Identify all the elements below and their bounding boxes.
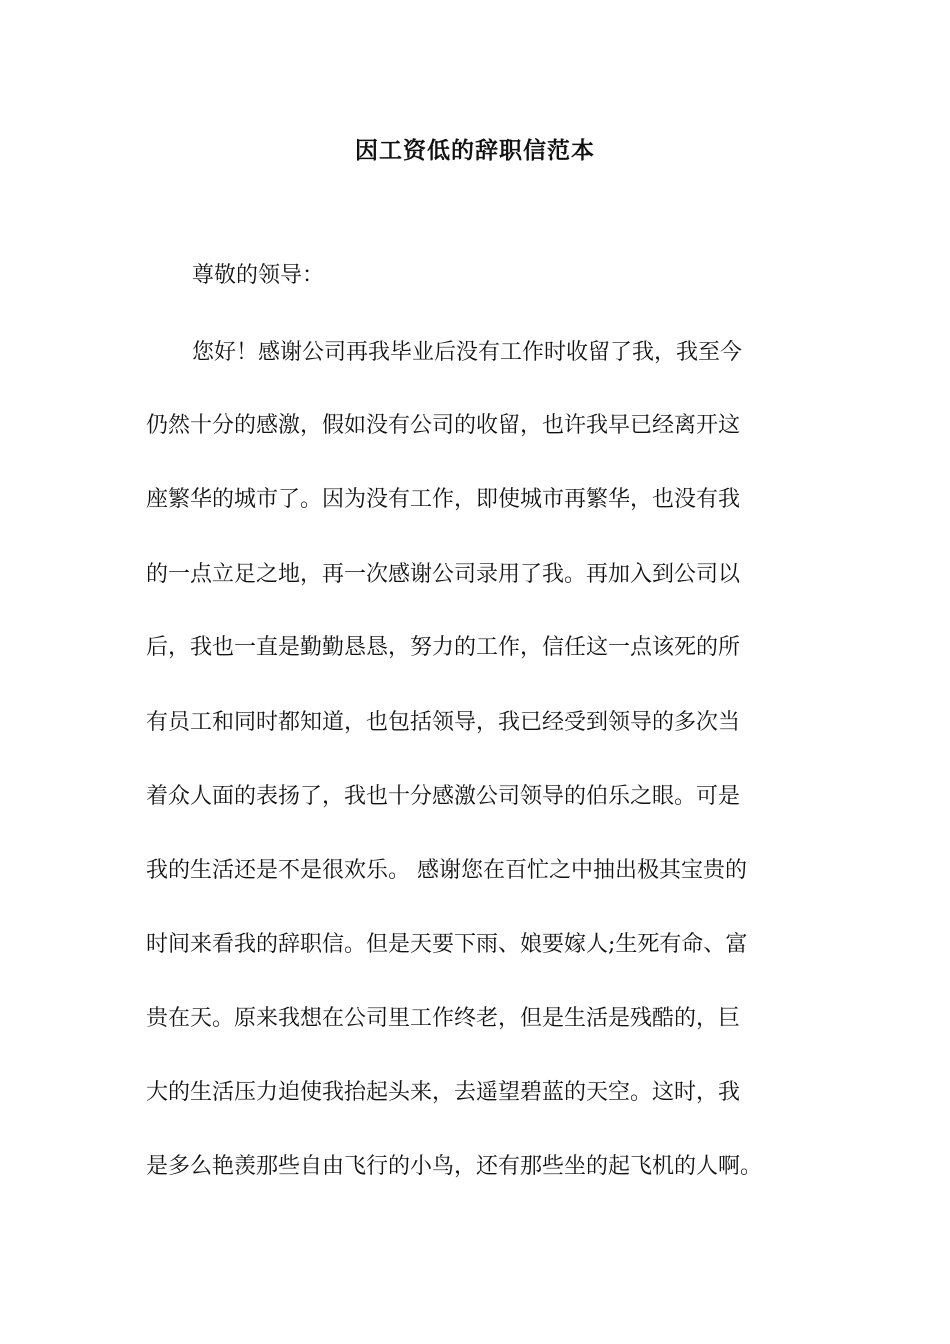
body-line: 座繁华的城市了。因为没有工作，即使城市再繁华，也没有我 [146, 487, 741, 512]
body-line: 是多么艳羡那些自由飞行的小鸟，还有那些坐的起飞机的人啊。 [146, 1154, 763, 1179]
body-line: 的一点立足之地，再一次感谢公司录用了我。再加入到公司以 [146, 562, 741, 587]
body-line: 后，我也一直是勤勤恳恳，努力的工作，信任这一点该死的所 [146, 635, 741, 660]
body-line: 贵在天。原来我想在公司里工作终老，但是生活是残酷的，巨 [146, 1006, 741, 1031]
body-line: 大的生活压力迫使我抬起头来，去遥望碧蓝的天空。这时，我 [146, 1080, 741, 1105]
body-line: 着众人面的表扬了，我也十分感激公司领导的伯乐之眼。可是 [146, 784, 741, 809]
body-line: 仍然十分的感激，假如没有公司的收留，也许我早已经离开这 [146, 413, 741, 438]
body-line: 我的生活还是不是很欢乐。 感谢您在百忙之中抽出极其宝贵的 [146, 858, 747, 883]
document-title: 因工资低的辞职信范本 [355, 137, 595, 164]
body-line: 时间来看我的辞职信。但是天要下雨、娘要嫁人;生死有命、富 [146, 932, 748, 957]
body-line: 有员工和同时都知道，也包括领导，我已经受到领导的多次当 [146, 710, 741, 735]
salutation: 尊敬的领导： [192, 263, 325, 288]
body-line: 您好！感谢公司再我毕业后没有工作时收留了我，我至今 [192, 340, 743, 365]
